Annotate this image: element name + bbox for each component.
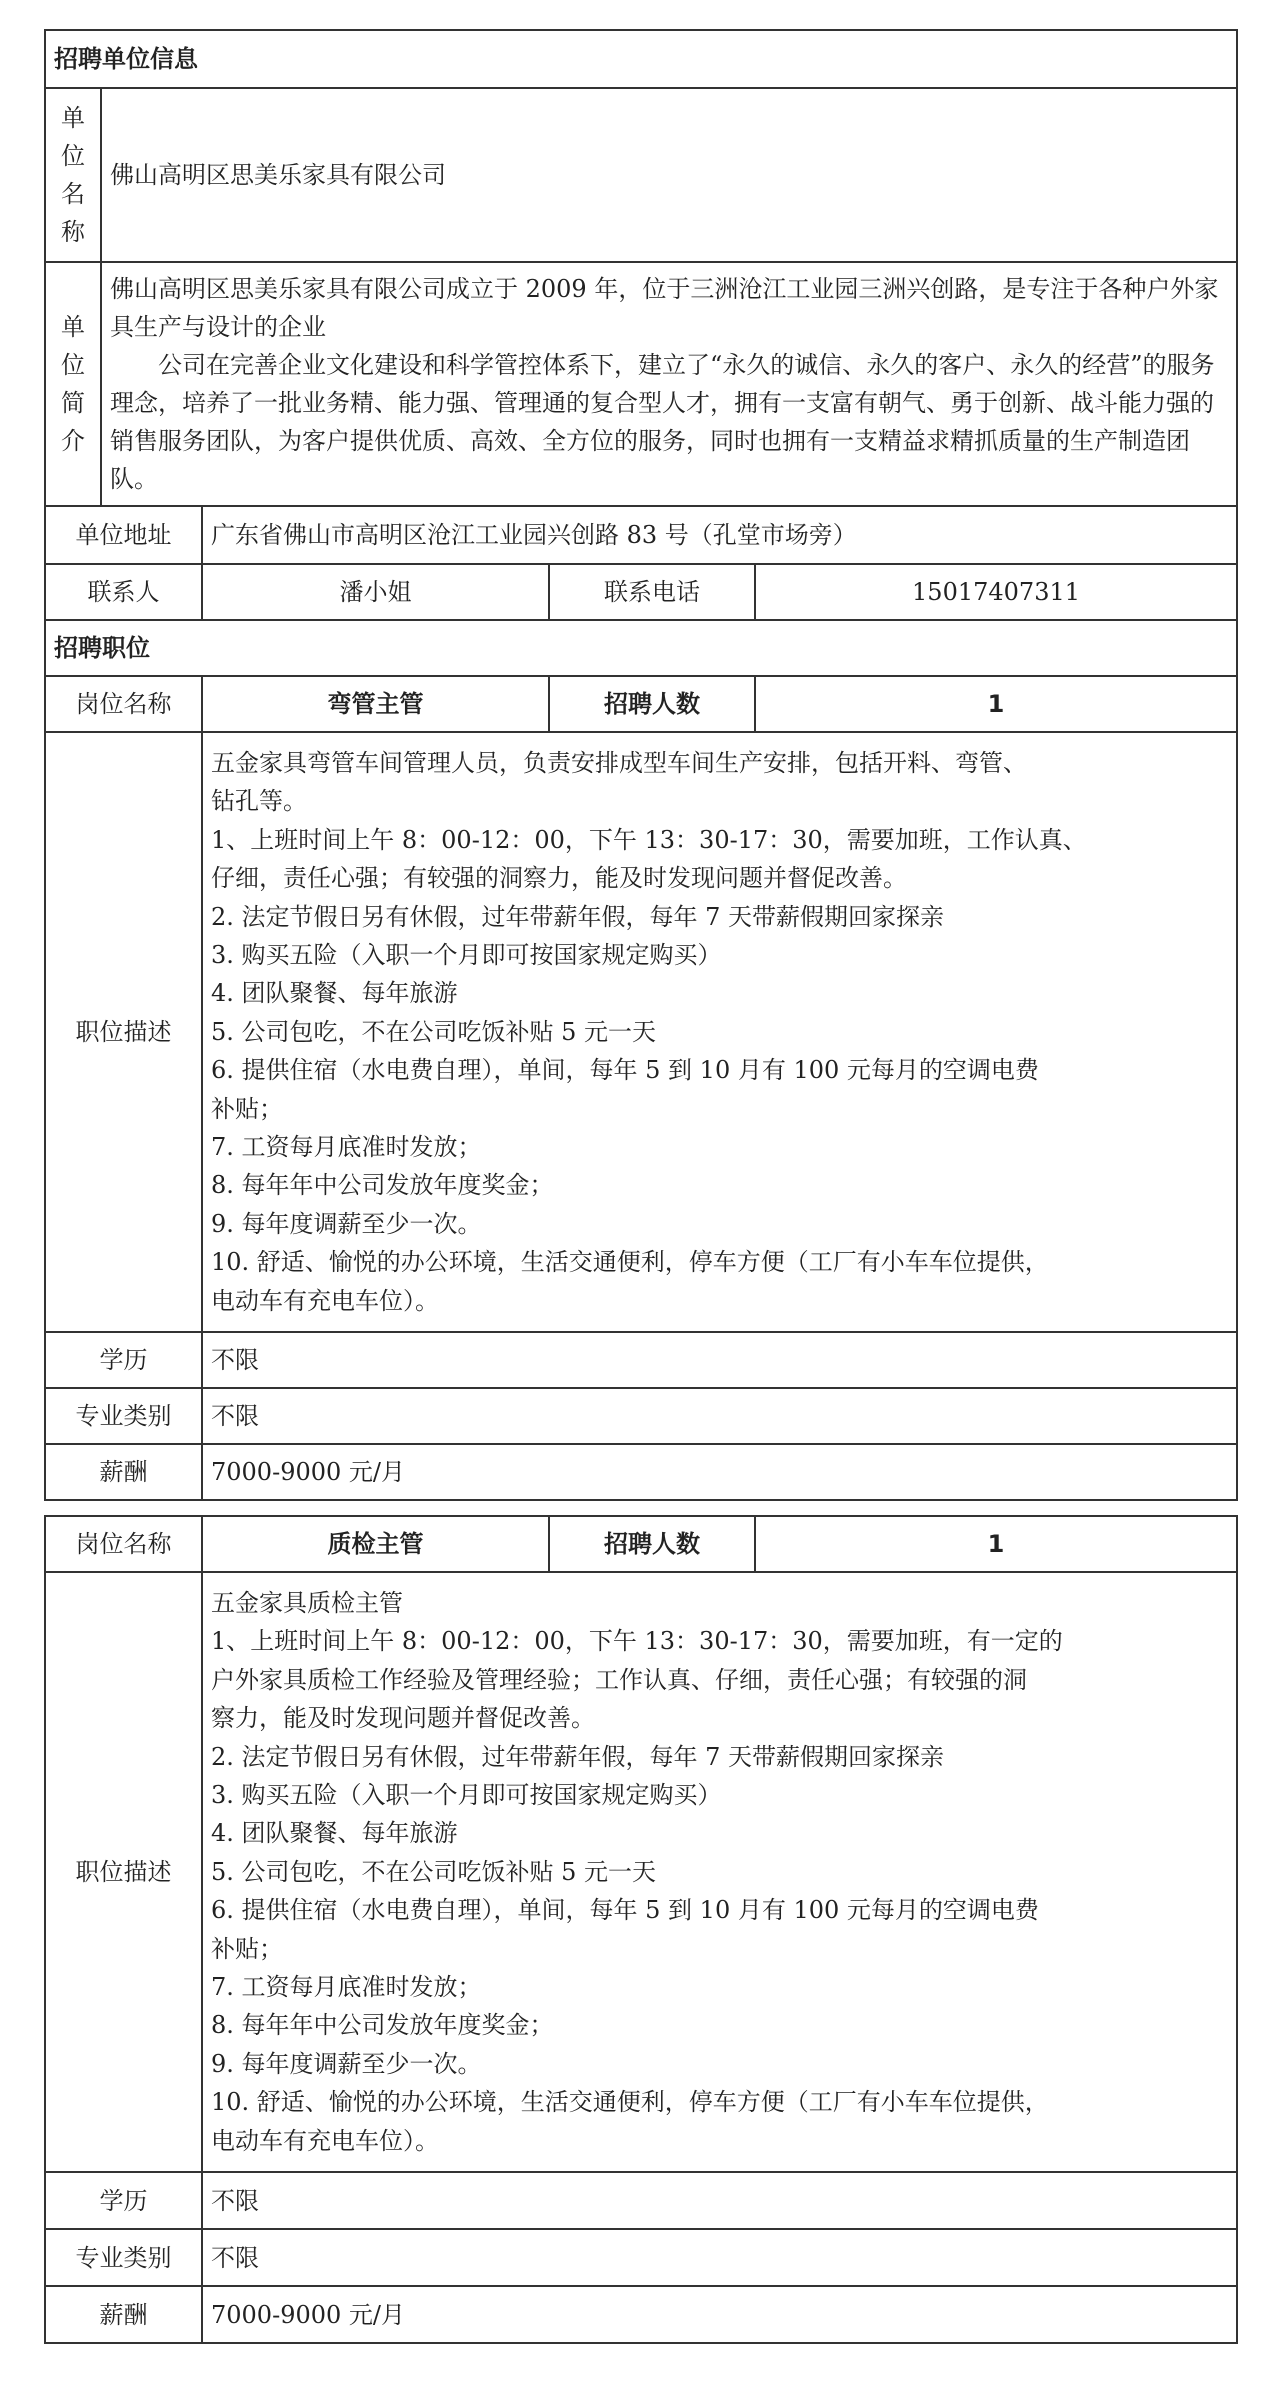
desc-line: 3. 购买五险（入职一个月即可按国家规定购买） [211,1780,722,1809]
desc-line: 电动车有充电车位）。 [211,1286,439,1315]
company-intro-paragraph-1: 佛山高明区思美乐家具有限公司成立于 2009 年，位于三洲沧江工业园三洲兴创路，是专注于各种户外家具生产与设计的企业 [110,275,1219,341]
desc-line: 9. 每年度调薪至少一次。 [211,1209,482,1238]
address-label: 单位地址 [45,506,202,564]
desc-line: 3. 购买五险（入职一个月即可按国家规定购买） [211,940,722,969]
job-1-count: 1 [755,676,1237,732]
desc-line: 补贴； [211,1934,283,1963]
company-intro-paragraph-2: 公司在完善企业文化建设和科学管控体系下，建立了“永久的诚信、永久的客户、永久的经营”的服务理念，培养了一批业务精、能力强、管理通的复合型人才，拥有一支富有朝气、勇于创新、战斗能力强的销售服务团队，为客户提供优质、高效、全方位的服务，同时也拥有一支精益求精抓质量的生产制造团队。 [110,351,1215,493]
desc-line: 10. 舒适、愉悦的办公环境，生活交通便利，停车方便（工厂有小车车位提供， [211,1248,1049,1277]
job-2-title: 质检主管 [202,1516,549,1572]
desc-line: 补贴； [211,1094,283,1123]
company-name: 佛山高明区思美乐家具有限公司 [101,88,1237,262]
desc-line: 1、上班时间上午 8：00-12：00，下午 13：30-17：30，需要加班，有一定的 [211,1627,1063,1656]
job-2-salary: 7000-9000 元/月 [202,2286,1237,2343]
company-name-label: 单 位 名 称 [45,88,101,262]
desc-line: 2. 法定节假日另有休假，过年带薪年假，每年 7 天带薪假期回家探亲 [211,1742,945,1771]
job-1-title: 弯管主管 [202,676,549,732]
desc-line: 6. 提供住宿（水电费自理），单间，每年 5 到 10 月有 100 元每月的空调电费 [211,1896,1039,1925]
desc-line: 1、上班时间上午 8：00-12：00，下午 13：30-17：30，需要加班，工作认真、 [211,825,1087,854]
desc-line: 7. 工资每月底准时发放； [211,1133,482,1162]
desc-line: 电动车有充电车位）。 [211,2126,439,2155]
desc-line: 8. 每年年中公司发放年度奖金； [211,1171,554,1200]
job-2-count-label: 招聘人数 [549,1516,755,1572]
job-1-desc-label: 职位描述 [45,732,202,1332]
desc-line: 6. 提供住宿（水电费自理），单间，每年 5 到 10 月有 100 元每月的空调电费 [211,1056,1039,1085]
company-intro [101,262,1237,506]
desc-line: 7. 工资每月底准时发放； [211,1973,482,2002]
recruitment-table-2 [44,1515,1238,2344]
job-1-major: 不限 [202,1388,1237,1444]
job-1-salary: 7000-9000 元/月 [202,1444,1237,1500]
desc-line: 察力，能及时发现问题并督促改善。 [211,1704,595,1733]
job-2-count: 1 [755,1516,1237,1572]
contact-label: 联系人 [45,564,202,620]
company-intro-label: 单 位 简 介 [45,262,101,506]
desc-line: 2. 法定节假日另有休假，过年带薪年假，每年 7 天带薪假期回家探亲 [211,902,945,931]
job-1-edu-label: 学历 [45,1332,202,1388]
desc-line: 仔细，责任心强；有较强的洞察力，能及时发现问题并督促改善。 [211,864,907,893]
job-2-description [202,1572,1237,2172]
contact-person: 潘小姐 [202,564,549,620]
job-2-edu: 不限 [202,2172,1237,2229]
job-2-salary-label: 薪酬 [45,2286,202,2343]
desc-line: 4. 团队聚餐、每年旅游 [211,979,458,1008]
desc-line: 9. 每年度调薪至少一次。 [211,2049,482,2078]
desc-line: 5. 公司包吃，不在公司吃饭补贴 5 元一天 [211,1857,657,1886]
job-2-title-label: 岗位名称 [45,1516,202,1572]
desc-line: 10. 舒适、愉悦的办公环境，生活交通便利，停车方便（工厂有小车车位提供， [211,2088,1049,2117]
desc-line: 4. 团队聚餐、每年旅游 [211,1819,458,1848]
job-1-count-label: 招聘人数 [549,676,755,732]
recruitment-table-1 [44,29,1238,1501]
job-1-description [202,732,1237,1332]
job-2-desc-label: 职位描述 [45,1572,202,2172]
job-1-edu: 不限 [202,1332,1237,1388]
job-2-edu-label: 学历 [45,2172,202,2229]
jobs-section-header: 招聘职位 [45,620,1237,676]
desc-line: 5. 公司包吃，不在公司吃饭补贴 5 元一天 [211,1017,657,1046]
company-section-header: 招聘单位信息 [45,30,1237,88]
desc-line: 户外家具质检工作经验及管理经验；工作认真、仔细，责任心强；有较强的洞 [211,1665,1027,1694]
job-2-major: 不限 [202,2229,1237,2286]
contact-phone: 15017407311 [755,564,1237,620]
job-1-major-label: 专业类别 [45,1388,202,1444]
job-2-major-label: 专业类别 [45,2229,202,2286]
job-1-salary-label: 薪酬 [45,1444,202,1500]
desc-line: 钻孔等。 [211,787,307,816]
desc-line: 8. 每年年中公司发放年度奖金； [211,2011,554,2040]
desc-line: 五金家具质检主管 [211,1588,403,1617]
job-1-title-label: 岗位名称 [45,676,202,732]
company-address: 广东省佛山市高明区沧江工业园兴创路 83 号（孔堂市场旁） [202,506,1237,564]
phone-label: 联系电话 [549,564,755,620]
desc-line: 五金家具弯管车间管理人员，负责安排成型车间生产安排，包括开料、弯管、 [211,748,1027,777]
